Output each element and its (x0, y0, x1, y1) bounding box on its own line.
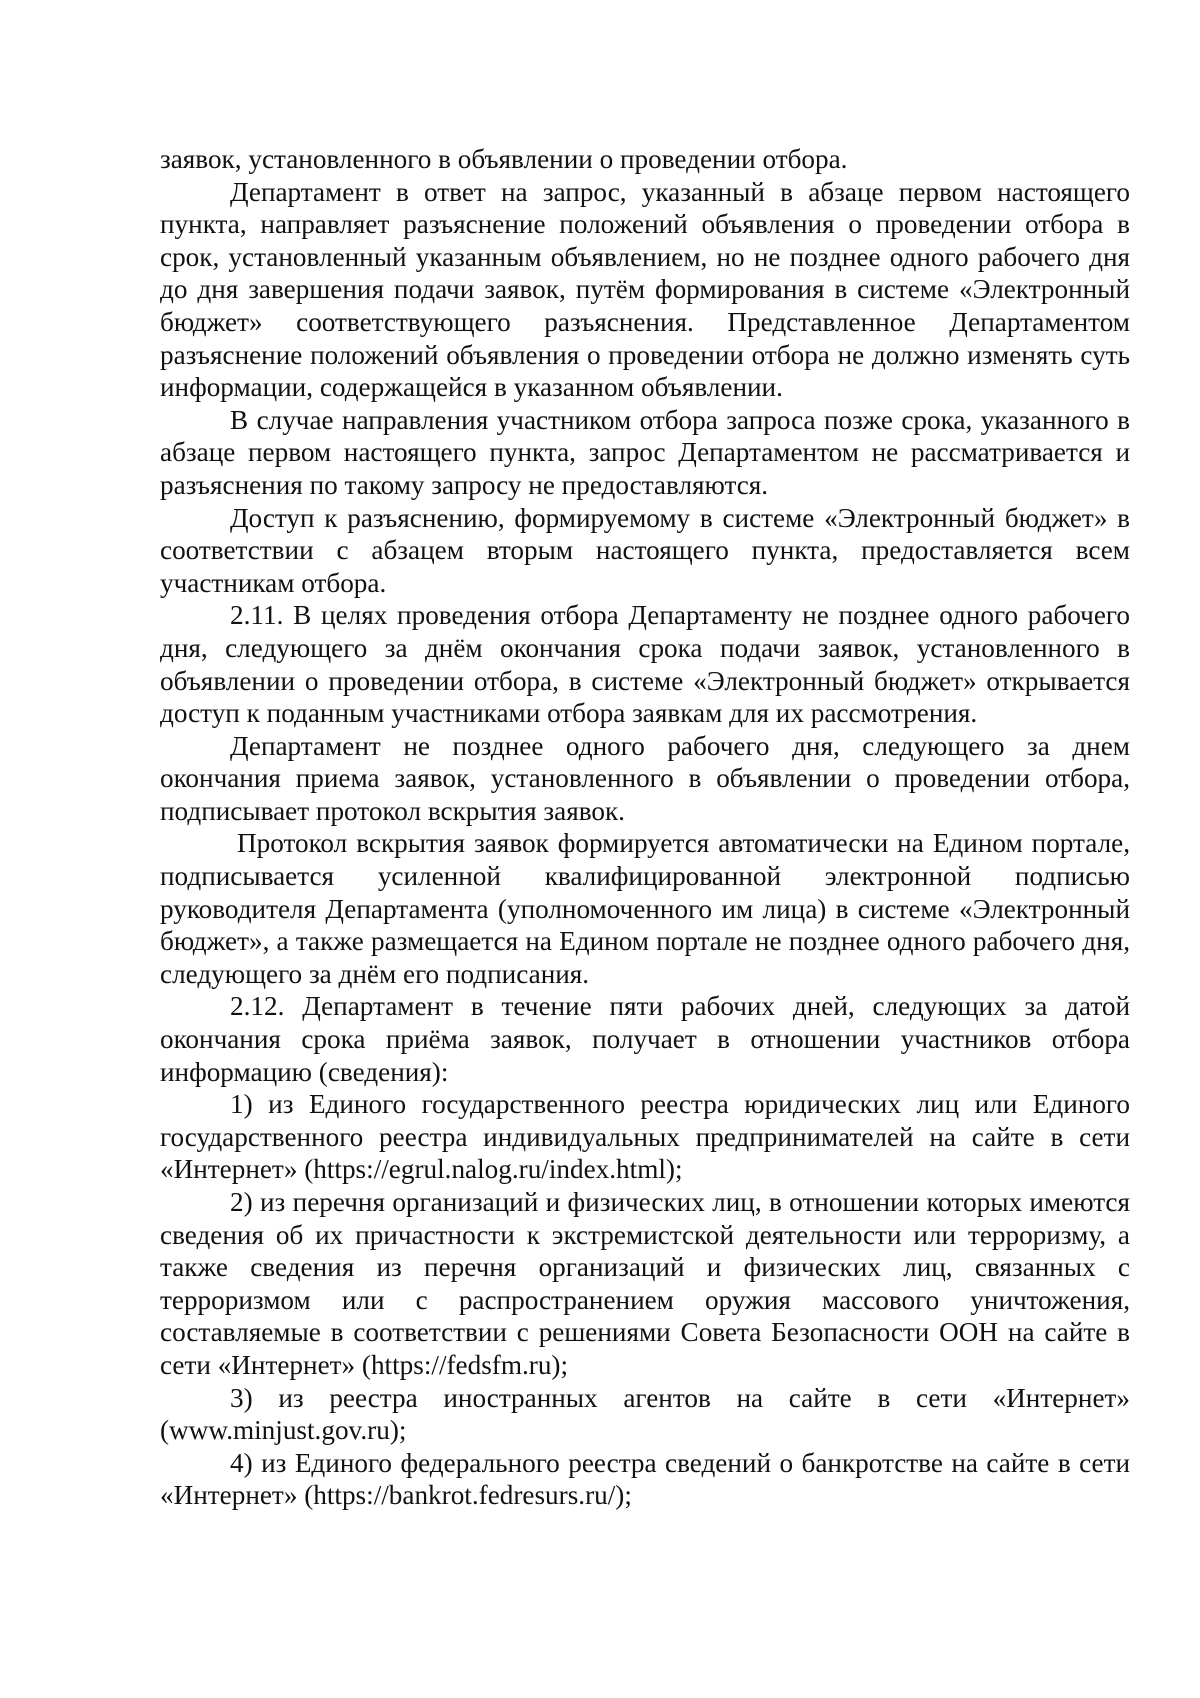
paragraph-2-12: 2.12. Департамент в течение пяти рабочих дней, следующих за датой окончания срока приёма заявок, получает в отношении участников отбора информацию (сведения): (160, 991, 1130, 1087)
list-item-4: 4) из Единого федерального реестра сведений о банкротстве на сайте в сети «Интернет» (https://bankrot.fedresurs.ru/); (160, 1447, 1130, 1511)
paragraph-opening-protocol-signing: Департамент не позднее одного рабочего дня, следующего за днем окончания приема заявок, установленного в объявлении о проведении отбора, подписывает протокол вскрытия заявок. (160, 730, 1130, 826)
paragraph-clarification-access: Доступ к разъяснению, формируемому в системе «Электронный бюджет» в соответствии с абзацем вторым настоящего пункта, предоставляется всем участникам отбора. (160, 502, 1130, 598)
paragraph-opening-protocol: Протокол вскрытия заявок формируется автоматически на Едином портале, подписывается усиленной квалифицированной электронной подписью руководителя Департамента (уполномоченного им лица) в системе «Электронный бюджет», а также размещается на Едином портале не позднее одного рабочего дня, следующего за днём его подписания. (160, 828, 1130, 989)
list-item-1: 1) из Единого государственного реестра юридических лиц или Единого государственного реестра индивидуальных предпринимателей на сайте в сети «Интернет» (https://egrul.nalog.ru/index.html); (160, 1089, 1130, 1185)
document-body (160, 143, 1130, 1512)
paragraph-late-request: В случае направления участником отбора запроса позже срока, указанного в абзаце первом настоящего пункта, запрос Департаментом не рассматривается и разъяснения по такому запросу не предоставляются. (160, 404, 1130, 500)
paragraph-2-11: 2.11. В целях проведения отбора Департаменту не позднее одного рабочего дня, следующего за днём окончания срока подачи заявок, установленного в объявлении о проведении отбора, в системе «Электронный бюджет» открывается доступ к поданным участниками отбора заявкам для их рассмотрения. (160, 600, 1130, 729)
list-item-3: 3) из реестра иностранных агентов на сайте в сети «Интернет» (www.minjust.gov.ru); (160, 1382, 1130, 1446)
list-item-2: 2) из перечня организаций и физических лиц, в отношении которых имеются сведения об их причастности к экстремистской деятельности или терроризму, а также сведения из перечня организаций и физических лиц, связанных с терроризмом или с распространением оружия массового уничтожения, составляемые в соответствии с решениями Совета Безопасности ООН на сайте в сети «Интернет» (https://fedsfm.ru); (160, 1187, 1130, 1380)
paragraph-clarification-response: Департамент в ответ на запрос, указанный в абзаце первом настоящего пункта, направляет разъяснение положений объявления о проведении отбора в срок, установленный указанным объявлением, но не позднее одного рабочего дня до дня завершения подачи заявок, путём формирования в системе «Электронный бюджет» соответствующего разъяснения. Представленное Департаментом разъяснение положений объявления о проведении отбора не должно изменять суть информации, содержащейся в указанном объявлении. (160, 176, 1130, 403)
paragraph-continuation: заявок, установленного в объявлении о проведении отбора. (160, 144, 848, 174)
